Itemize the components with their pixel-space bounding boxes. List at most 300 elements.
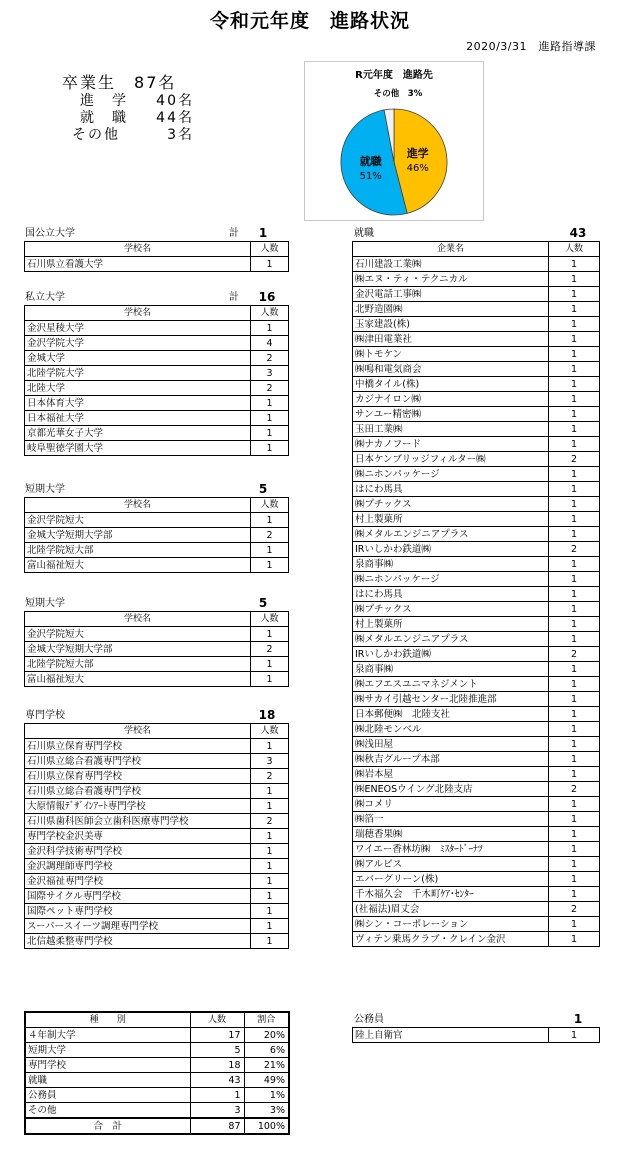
row-count: 3 [251,754,289,769]
pie-label-0: 進学 [406,147,429,160]
row-count: 1 [549,707,600,722]
summary-row [80,110,194,127]
row-count: 1 [549,512,600,527]
row-name: 村上製菓所 [353,617,549,632]
row-count: 1 [251,543,289,558]
table-row [353,362,600,377]
table-row [25,257,289,272]
stats-total-row [25,1118,289,1134]
table-row [25,919,289,934]
row-name: ヴィテン乗馬クラブ・クレイン金沢 [353,932,549,947]
row-count: 1 [549,887,600,902]
column-header-count: 人数 [251,724,289,739]
table-row [25,874,289,889]
row-count: 1 [549,407,600,422]
row-count: 1 [549,362,600,377]
row-name: 金沢電話工事㈱ [353,287,549,302]
column-header-name: 企業名 [353,242,549,257]
row-count: 1 [549,752,600,767]
row-name: 金沢学院短大 [25,627,251,642]
pie-chart-box [304,61,484,221]
private-kei: 計 [229,292,239,303]
table-row [25,351,289,366]
column-header-count: 人数 [251,612,289,627]
pie-label-other: その他 3% [373,89,423,99]
table-row [25,739,289,754]
row-name: ㈱鳴和電気商会 [353,362,549,377]
row-name: 中橋タイル(株) [353,377,549,392]
table-row [353,272,600,287]
row-name: ㈱サカイ引越センター北陸推進部 [353,692,549,707]
table-row [25,627,289,642]
row-count: 1 [549,617,600,632]
row-count: 1 [549,377,600,392]
row-count: 1 [549,287,600,302]
table-row [353,782,600,797]
row-name: IRいしかわ鉄道㈱ [353,542,549,557]
table-row [353,482,600,497]
stats-row [25,1058,289,1073]
table-row [25,889,289,904]
column-header-name: 学校名 [25,498,251,513]
table-row [353,647,600,662]
row-count: 1 [549,557,600,572]
row-name: ㈱箔一 [353,812,549,827]
row-name: 日本体育大学 [25,396,251,411]
row-name: 金城大学短期大学部 [25,642,251,657]
row-name: 北信越柔整専門学校 [25,934,251,949]
summary-rows [62,93,194,144]
vocational-table [24,723,289,949]
row-count: 1 [549,257,600,272]
row-name: ㈱アルビス [353,857,549,872]
junior2-table [24,611,289,687]
row-name: ㈱浅田屋 [353,737,549,752]
table-row [353,392,600,407]
chart-title: R元年度 進路先 [355,70,433,81]
row-count: 1 [549,917,600,932]
row-name: ㈱プチックス [353,602,549,617]
row-name: 村上製菓所 [353,512,549,527]
table-row [353,857,600,872]
report-date: 2020/3/31 [466,40,527,53]
row-count: 1 [549,662,600,677]
row-name: ㈱プチックス [353,497,549,512]
row-count: 1 [549,467,600,482]
row-count: 1 [549,527,600,542]
table-row [25,366,289,381]
junior2-header [25,598,287,610]
public-table [352,1027,600,1043]
summary-row-value: 3名 [167,127,194,143]
junior2-label: 短期大学 [25,598,65,609]
table-row [353,722,600,737]
stats-total-percent: 100% [244,1118,289,1134]
national-label: 国公立大学 [25,228,75,239]
summary-total-value: 87名 [134,73,177,92]
national-total: 1 [258,226,268,240]
employment-label: 就職 [354,228,374,239]
row-count: 2 [549,647,600,662]
row-count: 1 [251,441,289,456]
row-count: 1 [549,272,600,287]
table-row [353,347,600,362]
table-row [353,932,600,947]
row-name: 千木福久会 千木町ｹｱ･ｾﾝﾀｰ [353,887,549,902]
table-row [353,842,600,857]
row-name: 石川県立保育専門学校 [25,769,251,784]
table-row [25,381,289,396]
national-kei: 計 [229,228,239,239]
stats-count: 1 [190,1088,244,1103]
stats-row [25,1088,289,1103]
row-name: 日本福祉大学 [25,411,251,426]
row-count: 1 [251,321,289,336]
row-name: 北野造園㈱ [353,302,549,317]
row-name: 石川県立保育専門学校 [25,739,251,754]
table-row [25,528,289,543]
table-header-row [353,242,600,257]
row-count: 1 [549,1028,600,1043]
stats-total-label: 合 計 [25,1118,190,1134]
table-row [25,558,289,573]
row-name: 金沢学院短大 [25,513,251,528]
row-name: 京都光華女子大学 [25,426,251,441]
table-row [353,332,600,347]
page-title: 令和元年度 進路状況 [209,10,410,32]
graduate-summary [62,70,194,144]
row-name: ㈱トモケン [353,347,549,362]
table-row [25,321,289,336]
row-name: ㈱シン・コーポレーション [353,917,549,932]
public-total: 1 [573,1012,583,1026]
table-row [25,657,289,672]
row-count: 1 [549,332,600,347]
table-row [353,767,600,782]
summary-row-value: 40名 [156,93,194,109]
row-name: はにわ馬具 [353,482,549,497]
table-row [353,317,600,332]
table-row [353,692,600,707]
row-count: 1 [251,558,289,573]
row-name: 北陸学院大学 [25,366,251,381]
row-name: 富山福祉短大 [25,558,251,573]
row-name: 石川県立総合看護専門学校 [25,784,251,799]
row-name: ㈱エヌ・ティ・テクニカル [353,272,549,287]
national-header [25,228,287,240]
row-count: 1 [251,904,289,919]
table-row [353,527,600,542]
table-row [353,1028,600,1043]
private-total: 16 [258,290,276,304]
column-header-count: 人数 [251,306,289,321]
row-count: 1 [549,347,600,362]
row-count: 1 [251,657,289,672]
row-name: 国際サイクル専門学校 [25,889,251,904]
row-name: はにわ馬具 [353,587,549,602]
row-name: (社福法)眉丈会 [353,902,549,917]
row-count: 1 [549,767,600,782]
stats-percent: 6% [244,1043,289,1058]
table-row [353,752,600,767]
stats-total-count: 87 [190,1118,244,1134]
row-name: 専門学校金沢美専 [25,829,251,844]
row-name: 北陸学院短大部 [25,543,251,558]
row-count: 1 [549,302,600,317]
column-header-name: 学校名 [25,612,251,627]
column-header-name: 学校名 [25,306,251,321]
column-header-count: 人数 [251,498,289,513]
stats-row [25,1043,289,1058]
row-name: ㈱ニホンパッケージ [353,467,549,482]
stats-row [25,1073,289,1088]
table-row [25,934,289,949]
row-name: 金沢科学技術専門学校 [25,844,251,859]
table-row [25,754,289,769]
table-header-row [25,242,289,257]
summary-total-label: 卒業生 [62,73,117,92]
row-name: 岐阜聖徳学園大学 [25,441,251,456]
row-count: 1 [251,829,289,844]
row-name: 金沢星稜大学 [25,321,251,336]
row-name: 北陸大学 [25,381,251,396]
stats-count: 43 [190,1073,244,1088]
table-row [353,617,600,632]
row-count: 1 [251,426,289,441]
table-row [25,543,289,558]
department: 進路指導課 [538,40,596,53]
row-count: 1 [549,692,600,707]
table-header-row [25,612,289,627]
table-row [353,497,600,512]
row-name: 泉商事㈱ [353,557,549,572]
summary-row [72,127,194,144]
table-row [25,814,289,829]
junior1-table [24,497,289,573]
row-count: 1 [549,737,600,752]
row-count: 1 [251,396,289,411]
row-count: 1 [549,587,600,602]
table-row [353,917,600,932]
row-name: 日本郵便㈱ 北陸支社 [353,707,549,722]
stats-percent: 1% [244,1088,289,1103]
row-name: 金沢福祉専門学校 [25,874,251,889]
table-row [353,602,600,617]
row-count: 1 [251,513,289,528]
column-header-count: 人数 [549,242,600,257]
vocational-label: 専門学校 [25,710,65,721]
row-count: 2 [549,542,600,557]
row-count: 2 [549,782,600,797]
junior2-total: 5 [258,596,268,610]
row-name: 石川建設工業㈱ [353,257,549,272]
row-count: 1 [251,627,289,642]
national-table [24,241,289,272]
employment-total: 43 [569,226,587,240]
row-name: 金城大学短期大学部 [25,528,251,543]
row-count: 1 [549,437,600,452]
row-count: 2 [251,528,289,543]
row-count: 1 [549,932,600,947]
public-header [354,1014,598,1026]
row-name: ㈱北陸モンベル [353,722,549,737]
summary-row-label: 進 学 [80,93,128,109]
row-name: ㈱秋吉グループ本部 [353,752,549,767]
row-count: 1 [549,317,600,332]
row-count: 1 [549,827,600,842]
stats-column-header: 種 別 [25,1012,190,1028]
stats-count: 18 [190,1058,244,1073]
vocational-header [25,710,287,722]
table-row [353,557,600,572]
table-header-row [25,306,289,321]
summary-row-label: 就 職 [80,110,128,126]
table-row [353,632,600,647]
pie-chart [305,62,483,220]
stats-category: 短期大学 [25,1043,190,1058]
table-row [25,769,289,784]
table-row [353,887,600,902]
table-row [25,672,289,687]
stats-row [25,1028,289,1043]
summary-total [62,70,194,93]
row-name: 泉商事㈱ [353,662,549,677]
table-row [353,872,600,887]
table-row [353,572,600,587]
row-name: ㈱エフエスユニマネジメント [353,677,549,692]
row-name: エバーグリーン(株) [353,872,549,887]
table-row [353,812,600,827]
row-count: 1 [251,919,289,934]
row-name: ㈱コメリ [353,797,549,812]
row-name: スーパースイーツ調理専門学校 [25,919,251,934]
row-count: 1 [549,572,600,587]
table-row [25,642,289,657]
table-row [353,902,600,917]
row-name: ㈱メタルエンジニアプラス [353,527,549,542]
table-row [353,797,600,812]
row-count: 1 [549,812,600,827]
stats-table [24,1011,290,1135]
row-count: 1 [549,797,600,812]
stats-column-header: 割合 [244,1012,289,1028]
table-row [353,707,600,722]
table-row [25,441,289,456]
row-count: 1 [549,632,600,647]
table-row [353,422,600,437]
pie-value-0: 46% [406,163,429,174]
row-name: カジナイロン㈱ [353,392,549,407]
row-count: 2 [251,769,289,784]
table-row [353,737,600,752]
row-name: 日本ケンブリッジフィルター㈱ [353,452,549,467]
public-label: 公務員 [354,1014,384,1025]
column-header-count: 人数 [251,242,289,257]
table-row [353,677,600,692]
table-row [353,587,600,602]
row-count: 1 [549,677,600,692]
row-count: 2 [549,902,600,917]
row-name: 金城大学 [25,351,251,366]
stats-row [25,1103,289,1119]
stats-count: 17 [190,1028,244,1043]
row-name: ㈱津田電業社 [353,332,549,347]
row-name: ㈱ナカノフード [353,437,549,452]
row-name: 玉田工業㈱ [353,422,549,437]
private-header [25,292,287,304]
row-count: 1 [549,392,600,407]
row-name: 石川県歯科医師会立歯科医療専門学校 [25,814,251,829]
row-count: 1 [251,889,289,904]
row-name: サンユー精密㈱ [353,407,549,422]
row-count: 1 [251,799,289,814]
row-count: 2 [251,381,289,396]
junior1-total: 5 [258,482,268,496]
row-name: 石川県立総合看護専門学校 [25,754,251,769]
row-count: 1 [251,784,289,799]
row-name: 石川県立看護大学 [25,257,251,272]
table-row [353,452,600,467]
row-count: 1 [251,874,289,889]
row-count: 1 [549,722,600,737]
row-count: 2 [251,642,289,657]
pie-value-1: 51% [359,171,382,183]
summary-row [80,93,194,110]
table-row [25,904,289,919]
row-count: 1 [251,672,289,687]
row-name: 玉家建設(株) [353,317,549,332]
row-name: 北陸学院短大部 [25,657,251,672]
table-row [353,467,600,482]
stats-category: 公務員 [25,1088,190,1103]
summary-row-label: その他 [72,127,120,143]
table-row [353,827,600,842]
row-count: 1 [251,739,289,754]
row-name: 大原情報ﾃﾞｻﾞｲﾝｱｰﾄ専門学校 [25,799,251,814]
stats-count: 5 [190,1043,244,1058]
column-header-name: 学校名 [25,724,251,739]
table-row [353,437,600,452]
table-row [353,302,600,317]
stats-category: ４年制大学 [25,1028,190,1043]
table-row [25,396,289,411]
stats-category: 専門学校 [25,1058,190,1073]
stats-percent: 49% [244,1073,289,1088]
row-count: 2 [251,814,289,829]
row-name: 金沢学院大学 [25,336,251,351]
table-row [353,662,600,677]
date-line [466,38,596,54]
private-table [24,305,289,456]
table-row [353,542,600,557]
row-name: 陸上自衛官 [353,1028,549,1043]
row-name: ワイエー香林坊㈱ ﾐｽﾀｰﾄﾞｰﾅﾂ [353,842,549,857]
pie-label-1: 就職 [359,155,382,169]
table-row [353,512,600,527]
column-header-name: 学校名 [25,242,251,257]
table-row [353,407,600,422]
row-name: IRいしかわ鉄道㈱ [353,647,549,662]
stats-percent: 3% [244,1103,289,1119]
row-count: 1 [251,859,289,874]
row-name: 金沢調理師専門学校 [25,859,251,874]
table-row [25,336,289,351]
table-header-row [25,724,289,739]
row-name: ㈱メタルエンジニアプラス [353,632,549,647]
table-row [25,859,289,874]
row-name: ㈱ENEOSウイング北陸支店 [353,782,549,797]
vocational-total: 18 [258,708,276,722]
